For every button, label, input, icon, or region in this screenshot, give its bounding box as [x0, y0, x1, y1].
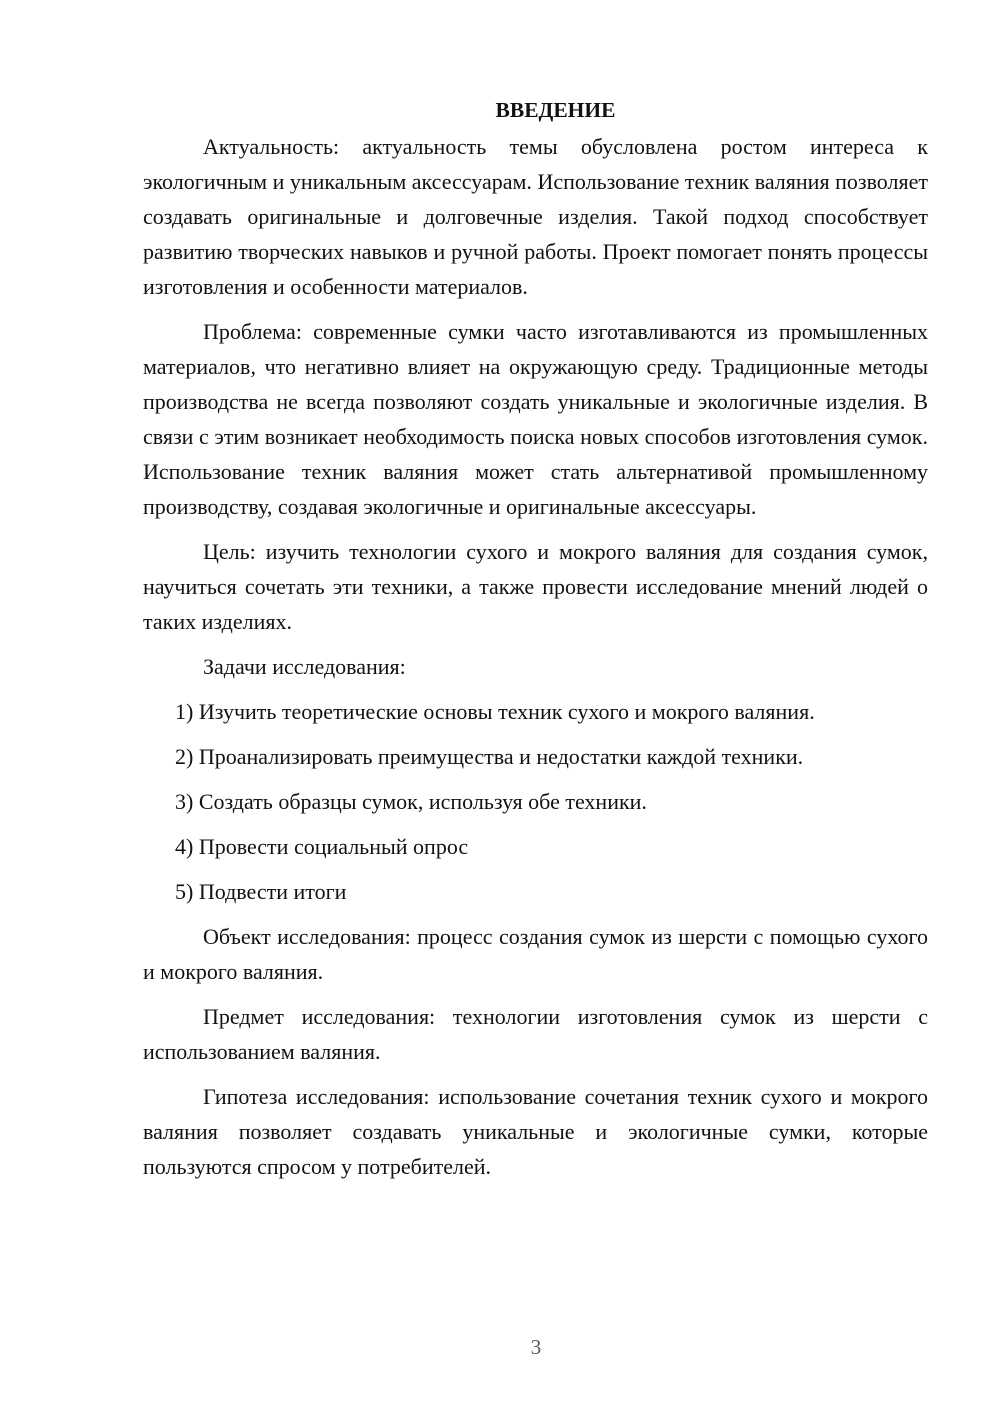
page-number: 3 — [530, 1335, 542, 1359]
task-item: 4) Провести социальный опрос — [175, 834, 469, 859]
problem-paragraph: Проблема: современные сумки часто изготавливаются из промышленных материалов, что негативно влияет на окружающую среду. Традиционные методы производства не всегда позволяют создать уникальные и экологичные изделия. В связи с этим возникает необходимость поиска новых способов изготовления сумок. Использование техник валяния может стать альтернативой промышленному производству, создавая экологичные и оригинальные аксессуары. — [143, 319, 928, 519]
tasks-list — [143, 694, 928, 909]
hypothesis-paragraph: Гипотеза исследования: использование сочетания техник сухого и мокрого валяния позволяет создавать уникальные и экологичные сумки, которые пользуются спросом у потребителей. — [143, 1084, 928, 1179]
relevance-paragraph: Актуальность: актуальность темы обусловлена ростом интереса к экологичным и уникальным аксессуарам. Использование техник валяния позволяет создавать оригинальные и долговечные изделия. Такой подход способствует развитию творческих навыков и ручной работы. Проект помогает понять процессы изготовления и особенности материалов. — [143, 134, 928, 299]
task-item: 3) Создать образцы сумок, используя обе техники. — [175, 789, 647, 814]
task-item: 5) Подвести итоги — [175, 879, 347, 904]
tasks-heading: Задачи исследования: — [203, 654, 406, 679]
task-item: 1) Изучить теоретические основы техник сухого и мокрого валяния. — [175, 699, 815, 724]
object-paragraph: Объект исследования: процесс создания сумок из шерсти с помощью сухого и мокрого валяния. — [143, 924, 928, 984]
task-item: 2) Проанализировать преимущества и недостатки каждой техники. — [175, 744, 804, 769]
subject-paragraph: Предмет исследования: технологии изготовления сумок из шерсти с использованием валяния. — [143, 1004, 928, 1064]
section-title: ВВЕДЕНИЕ — [495, 98, 616, 122]
goal-paragraph: Цель: изучить технологии сухого и мокрого валяния для создания сумок, научиться сочетать эти техники, а также провести исследование мнений людей о таких изделиях. — [143, 539, 928, 634]
page-content — [143, 93, 928, 1194]
